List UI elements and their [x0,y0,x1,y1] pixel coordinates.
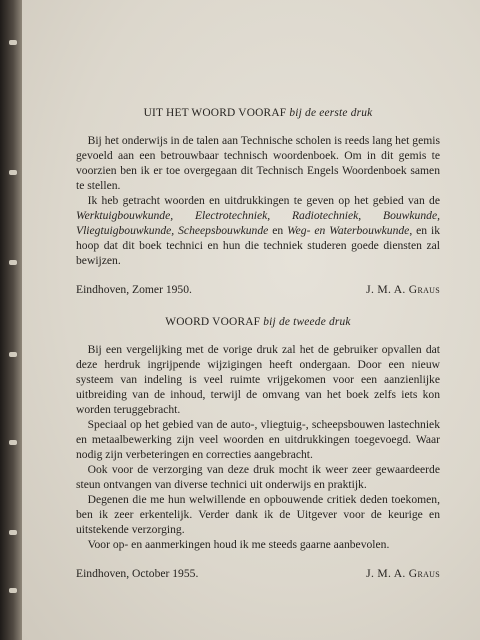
binding-stitch [9,40,17,45]
binding-stitch [9,530,17,535]
binding-stitch [9,588,17,593]
paragraph-text: Bij een vergelijking met de vorige druk zal het de gebruiker opvallen dat deze herdruk ingrijpende wijzigingen heeft ondergaan. Door een nieuw systeem van indeling is veel ruimte vrijgekomen voor een aanzienlijke uitbreiding van de inhoud, terwijl de omvang van het boek zelfs iets kon worden teruggebracht. [76,343,440,416]
paragraph-text: Ook voor de verzorging van deze druk mocht ik weer zeer gewaardeerde steun ontvangen van diverse technici uit onderwijs en praktijk. [76,463,440,491]
binding-stitch [9,440,17,445]
section1-author: J. M. A. Graus [366,283,440,296]
section2-place-date: Eindhoven, October 1955. [76,567,199,580]
paragraph-text: Speciaal op het gebied van de auto-, vliegtuig-, scheepsbouwen lastechniek en metaalbewerking zijn veel woorden en uitdrukkingen toegevoegd. Waar nodig zijn verbeteringen en correcties aangebracht. [76,418,440,461]
section2-author: J. M. A. Graus [366,567,440,580]
section2-paragraph-5 [76,537,440,552]
binding-stitch [9,260,17,265]
section1-heading-main: UIT HET WOORD VOORAF [143,107,287,119]
paragraph-text: en [268,224,288,237]
paragraph-text: , en ik hoop dat dit boek technici en hun die techniek studeren goede diensten zal bewijzen. [76,224,440,267]
binding-stitch [9,170,17,175]
paragraph-text: Bij het onderwijs in de talen aan Technische scholen is reeds lang het gemis gevoeld aan een betrouwbaar technisch woordenboek. Om in dit gemis te voorzien ben ik er toe overgegaan dit Technisch Engels Woordenboek samen te stellen. [76,134,440,192]
section1-heading [76,106,440,121]
section2-heading-sub: bij de tweede druk [263,316,351,328]
section2-heading-main: WOORD VOORAF [165,316,261,328]
paragraph-italic: Werktuigbouwkunde, Electrotechniek, Radiotechniek, Bouwkunde, Vliegtuigbouwkunde, Scheepsbouwkunde [76,209,440,237]
section2-paragraph-3 [76,462,440,492]
page-content [76,106,440,581]
section2-paragraph-2 [76,417,440,462]
section1-signature-line [76,282,440,297]
paragraph-text: Degenen die me hun welwillende en opbouwende critiek deden toekomen, ben ik zeer erkentelijk. Verder dank ik de Uitgever voor de keurige en uitstekende verzorging. [76,493,440,536]
section2-signature-line [76,566,440,581]
book-spine [0,0,22,640]
section1-paragraph-1 [76,133,440,193]
section1-place-date: Eindhoven, Zomer 1950. [76,283,192,296]
section2-heading [76,315,440,330]
section1-heading-sub: bij de eerste druk [289,107,373,119]
section1-paragraph-2 [76,193,440,268]
paragraph-text: Voor op- en aanmerkingen houd ik me steeds gaarne aanbevolen. [87,538,390,551]
binding-stitch [9,352,17,357]
section2-paragraph-1 [76,342,440,417]
paragraph-text: Ik heb getracht woorden en uitdrukkingen te geven op het gebied van de [87,194,440,207]
section2-paragraph-4 [76,492,440,537]
paragraph-italic: Weg- en Waterbouwkunde [287,224,410,237]
